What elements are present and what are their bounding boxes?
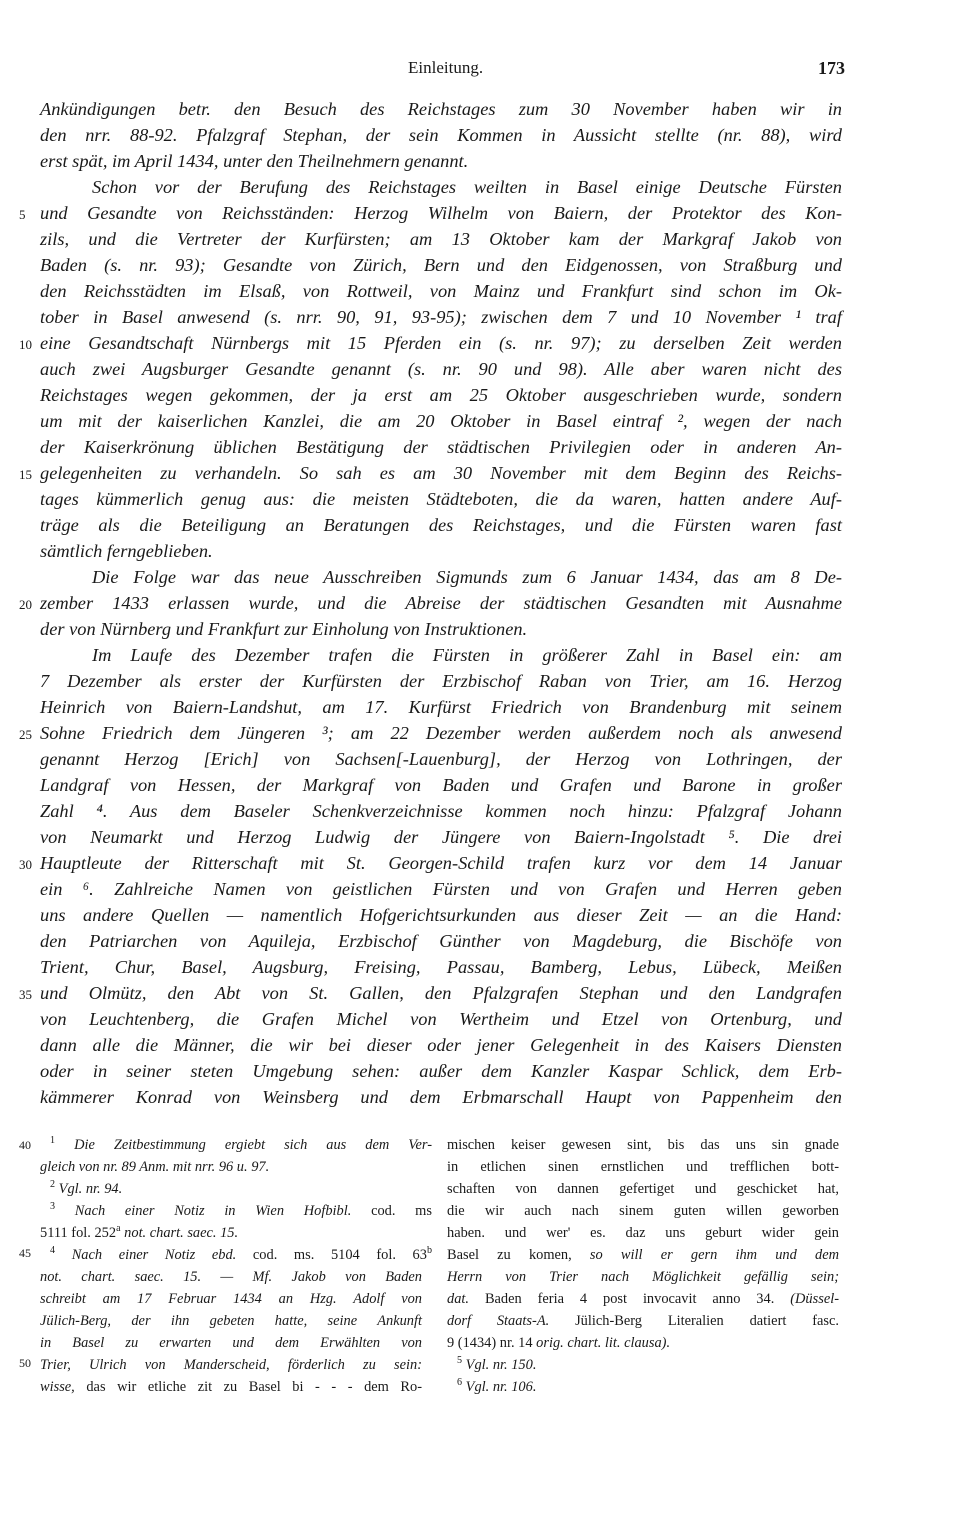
text-line: eine Gesandtschaft Nürnbergs mit 15 Pferden ein (s. nr. 97); zu derselben Zeit werden: [40, 333, 842, 353]
text-line: Die Folge war das neue Ausschreiben Sigmunds zum 6 Januar 1434, das am 8 De-: [92, 567, 842, 587]
line-number: 20: [19, 597, 32, 612]
text-line: Hauptleute der Ritterschaft mit St. Georgen-Schild trafen kurz vor dem 14 Januar: [40, 853, 842, 873]
text-line: Landgraf von Hessen, der Markgraf von Baden und Grafen und Barone in großer: [40, 775, 842, 795]
text-line: erst spät, im April 1434, unter den Theilnehmern genannt.: [40, 151, 469, 171]
footnote-text: Vgl. nr. 106.: [465, 1379, 537, 1395]
text-line: gelegenheiten zu verhandeln. So sah es am 30 November mit dem Beginn des Reichs-: [40, 463, 842, 483]
text-line: träge als die Beteiligung an Beratungen des Reichstages, und die Fürsten waren fast: [40, 515, 842, 535]
page-number: 173: [818, 58, 845, 78]
footnote-text: Nach einer Notiz in Wien Hofbibl.: [74, 1203, 352, 1219]
footnote-text: so will er gern ihm und dem: [589, 1247, 839, 1263]
footnote-text: orig. chart. lit. clausa).: [536, 1335, 671, 1351]
text-line: 7 Dezember als erster der Kurfürsten der Erzbischof Raban von Trier, am 16. Herzog: [40, 671, 842, 691]
footnote-text: Basel zu komen,: [447, 1247, 572, 1263]
footnote-line: in etlichen sinen ernstlichen und trefflichen bott-: [447, 1159, 839, 1175]
line-number: 30: [19, 857, 32, 872]
footnote-line: [40, 1200, 432, 1222]
footnote-superscript: b: [426, 1245, 432, 1257]
footnote-text: das wir etliche zit zu Basel bi - - - dem Ro-: [86, 1379, 422, 1395]
footnote-text: cod. ms: [371, 1203, 432, 1219]
footnote-line: [40, 1178, 432, 1200]
text-line: Heinrich von Baiern-Landshut, am 17. Kurfürst Friedrich von Brandenburg mit seinem: [40, 697, 842, 717]
footnote-text: Vgl. nr. 94.: [58, 1181, 123, 1197]
footnote-mark: 1: [50, 1135, 56, 1147]
text-line: Ankündigungen betr. den Besuch des Reichstages zum 30 November haben wir in: [40, 99, 842, 119]
line-number: 25: [19, 727, 32, 742]
footnote-text: wisse,: [40, 1379, 75, 1395]
footnote-line: [447, 1288, 839, 1310]
text-line: uns andere Quellen — namentlich Hofgerichtsurkunden aus dieser Zeit — an die Hand:: [40, 905, 842, 925]
footnote-text: 9 (1434) nr. 14: [447, 1335, 533, 1351]
footnote-line: [40, 1244, 432, 1266]
text-line: den nrr. 88-92. Pfalzgraf Stephan, der sein Kommen in Aussicht stellte (nr. 88), wird: [40, 125, 842, 145]
footnote-mark: 5: [457, 1355, 463, 1367]
text-line: von Leuchtenberg, die Grafen Michel von Wertheim und Etzel von Ortenburg, und: [40, 1009, 842, 1029]
footnote-text: Jülich-Berg Literalien datiert fasc.: [575, 1313, 839, 1329]
line-number: 15: [19, 467, 32, 482]
text-line: und Olmütz, den Abt von St. Gallen, den Pfalzgrafen Stephan und den Landgrafen: [40, 983, 842, 1003]
text-line: um mit der kaiserlichen Kanzlei, die am 20 Oktober in Basel eintraf ², wegen der nach: [40, 411, 842, 431]
text-line: tober in Basel anwesend (s. nrr. 90, 91, 93-95); zwischen dem 7 und 10 November ¹ traf: [40, 307, 842, 327]
footnote-text: (Düssel-: [790, 1291, 840, 1307]
text-line: Schon vor der Berufung des Reichstages weilten in Basel einige Deutsche Fürsten: [92, 177, 842, 197]
footnote-text: Baden feria 4 post invocavit anno 34.: [484, 1291, 775, 1307]
text-line: sämtlich ferngeblieben.: [40, 541, 213, 561]
footnote-text: not. chart. saec. 15.: [124, 1225, 239, 1241]
footnote-text: dat.: [447, 1291, 469, 1307]
footnote-text: cod. ms. 5104 fol. 63: [252, 1247, 427, 1263]
footnote-line: schreibt am 17 Februar 1434 an Hzg. Adolf von: [40, 1291, 422, 1307]
footnote-text: Nach einer Notiz ebd.: [71, 1247, 237, 1263]
footnote-line: Herrn von Trier nach Möglichkeit gefällig sein;: [447, 1269, 839, 1285]
text-line: ein ⁶. Zahlreiche Namen von geistlichen Fürsten und von Grafen und Herren geben: [40, 879, 842, 899]
footnote-line: [447, 1332, 839, 1354]
footnote-mark: 4: [50, 1245, 56, 1257]
line-number: 45: [19, 1246, 31, 1260]
footnote-line: in Basel zu erwarten und dem Erwählten von: [40, 1335, 422, 1351]
text-line: oder in seiner steten Umgebung sehen: außer dem Kanzler Kaspar Schlick, dem Erb-: [40, 1061, 842, 1081]
text-line: tages kümmerlich genug aus: die meisten Städteboten, die da waren, hatten andere Auf-: [40, 489, 842, 509]
footnote-line: [447, 1310, 839, 1332]
footnote-line: [40, 1134, 432, 1156]
footnote-line: Trier, Ulrich von Manderscheid, förderlich zu sein:: [40, 1357, 422, 1373]
running-head-title: Einleitung.: [408, 58, 484, 77]
footnote-line: [40, 1222, 422, 1244]
footnote-line: gleich von nr. 89 Anm. mit nrr. 96 u. 97.: [40, 1159, 270, 1175]
text-line: Zahl ⁴. Aus dem Baseler Schenkverzeichnisse kommen noch hinzu: Pfalzgraf Johann: [40, 801, 842, 821]
line-number: 35: [19, 987, 32, 1002]
text-line: von Neumarkt und Herzog Ludwig der Jüngere von Baiern-Ingolstadt ⁵. Die drei: [40, 827, 842, 847]
running-header: [0, 56, 960, 86]
footnote-text: dorf Staats-A.: [447, 1313, 550, 1329]
footnote-line: die wir auch nach sinem guten willen geworben: [447, 1203, 839, 1219]
line-number: 40: [19, 1138, 31, 1152]
text-line: genannt Herzog [Erich] von Sachsen[-Lauenburg], der Herzog von Lothringen, der: [40, 749, 842, 769]
footnote-line: [447, 1354, 849, 1376]
line-number: 50: [19, 1356, 31, 1370]
text-line: der von Nürnberg und Frankfurt zur Einholung von Instruktionen.: [40, 619, 528, 639]
text-line: den Patriarchen von Aquileja, Erzbischof Günther von Magdeburg, die Bischöfe von: [40, 931, 842, 951]
text-line: auch zwei Augsburger Gesandte genannt (s. nr. 90 und 98). Alle aber waren nicht des: [40, 359, 842, 379]
text-line: Im Laufe des Dezember trafen die Fürsten in größerer Zahl in Basel ein: am: [92, 645, 842, 665]
footnote-mark: 3: [50, 1201, 56, 1213]
text-line: kämmerer Konrad von Weinsberg und dem Erbmarschall Haupt von Pappenheim den: [40, 1087, 842, 1107]
text-line: zils, und die Vertreter der Kurfürsten; am 13 Oktober kam der Markgraf Jakob von: [40, 229, 842, 249]
text-line: dann alle die Männer, die wir bei dieser oder jener Gelegenheit in des Kaisers Diensten: [40, 1035, 842, 1055]
text-line: und Gesandte von Reichsständen: Herzog Wilhelm von Baiern, der Protektor des Kon-: [40, 203, 842, 223]
footnote-line: Jülich-Berg, der ihn gebeten hatte, seine Ankunft: [40, 1313, 422, 1329]
text-line: Trient, Chur, Basel, Augsburg, Freising, Passau, Bamberg, Lebus, Lübeck, Meißen: [40, 957, 842, 977]
text-line: Sohne Friedrich dem Jüngeren ³; am 22 Dezember werden außerdem noch als anwesend: [40, 723, 842, 743]
text-line: Reichstages wegen gekommen, der ja erst am 25 Oktober ausgeschrieben wurde, sondern: [40, 385, 842, 405]
text-line: der Kaiserkrönung üblichen Bestätigung der städtischen Privilegien oder in anderen An-: [40, 437, 842, 457]
footnote-line: [447, 1244, 839, 1266]
line-number: 10: [19, 337, 32, 352]
footnote-superscript: a: [116, 1223, 121, 1235]
footnote-text: Vgl. nr. 150.: [465, 1357, 537, 1373]
footnote-line: not. chart. saec. 15. — Mf. Jakob von Baden: [40, 1269, 422, 1285]
text-line: Baden (s. nr. 93); Gesandte von Zürich, Bern und den Eidgenossen, von Straßburg und: [40, 255, 842, 275]
line-number: 5: [19, 207, 26, 222]
footnote-mark: 6: [457, 1377, 463, 1389]
footnote-line: haben. und wer' es. daz uns geburt wider gein: [447, 1225, 839, 1241]
footnote-text: Die Zeitbestimmung ergiebt sich aus dem Ver-: [74, 1137, 432, 1153]
text-line: zember 1433 erlassen wurde, und die Abreise der städtischen Gesandten mit Ausnahme: [40, 593, 842, 613]
footnote-mark: 2: [50, 1179, 56, 1191]
footnote-text: 5111 fol. 252: [40, 1225, 117, 1241]
footnote-line: [40, 1376, 422, 1398]
footnote-line: schaften von dannen gefertiget und geschicket hat,: [447, 1181, 839, 1197]
footnote-line: mischen keiser gewesen sint, bis das uns sin gnade: [447, 1137, 839, 1153]
text-line: den Reichsstädten im Elsaß, von Rottweil, von Mainz und Frankfurt sind schon im Ok-: [40, 281, 842, 301]
footnote-line: [447, 1376, 849, 1398]
